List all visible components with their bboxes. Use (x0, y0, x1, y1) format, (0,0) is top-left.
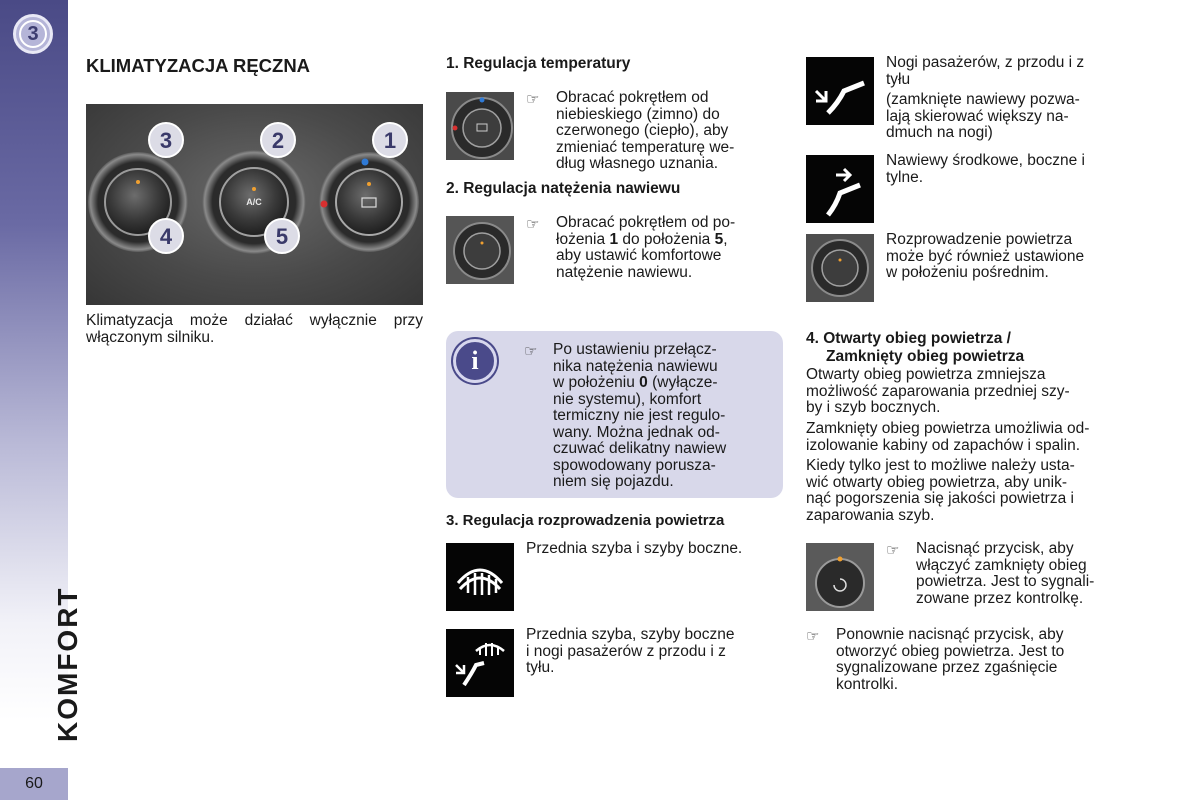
bullet: ☞ (526, 91, 540, 108)
fan-knob-thumb (446, 216, 514, 284)
face-vent-icon-svg (806, 155, 874, 223)
section4-step1: Nacisnąć przycisk, aby włączyć zamknięty obieg powietrza. Jest to sygnali- zowane przez kontrolkę. (916, 540, 1095, 607)
section4-heading: 4. Otwarty obieg powietrza / Zamknięty obieg powietrza (806, 330, 1025, 365)
mode3-note: (zamknięte nawiewy pozwa- lają skierować większy na- dmuch na nogi) (886, 91, 1080, 141)
section1-text: Obracać pokrętłem od niebieskiego (zimno) do czerwonego (ciepło), aby zmieniać temperaturę we- dług własnego uznania. (556, 89, 735, 172)
section4-step2: Ponownie nacisnąć przycisk, aby otworzyć obieg powietrza. Jest to sygnalizowane przez zgaśnięcie kontrolki. (836, 626, 1065, 693)
chapter-badge (13, 14, 53, 54)
info-text: Po ustawieniu przełącz- nika natężenia nawiewu w położeniu 0 (wyłącze- nie systemu), komfort termiczny nie jest regulo- wany. Można jednak od- czuwać delikatny nawiew spowodowany porusza- niem się pojazdu. (553, 341, 727, 490)
recirculation-button-thumb-svg (806, 543, 874, 611)
feet-vent-icon (806, 57, 874, 125)
control-panel-photo (86, 104, 423, 305)
callout-3: 3 (159, 128, 173, 153)
cold-marker (362, 159, 369, 166)
windscreen-demist-icon (446, 543, 514, 611)
mode3-text: Nogi pasażerów, z przodu i z tyłu (886, 54, 1085, 88)
temperature-knob-thumb-svg (446, 92, 514, 160)
info-icon: i (453, 339, 497, 383)
control-panel-illustration (86, 104, 423, 305)
mode5-text: Rozprowadzenie powietrza może być również ustawione w położeniu pośrednim. (886, 231, 1085, 281)
page-number: 60 (0, 768, 68, 800)
callout-5: 5 (275, 224, 289, 249)
ac-label: A/C (246, 197, 262, 207)
bullet: ☞ (886, 542, 900, 559)
mode4-text: Nawiewy środkowe, boczne i tylne. (886, 152, 1086, 186)
temperature-knob-thumb (446, 92, 514, 160)
section3-heading: 3. Regulacja rozprowadzenia powietrza (446, 512, 725, 529)
section2-text: Obracać pokrętłem od po- łożenia 1 do położenia 5, aby ustawić komfortowe natężenie nawiewu. (556, 214, 736, 281)
bullet: ☞ (526, 216, 540, 233)
section4-paragraph3: Kiedy tylko jest to możliwe należy usta- wić otwarty obieg powietrza, aby unik- nąć pogorszenia się jakości powietrza i zaparowania szyb. (806, 457, 1075, 524)
callout-1: 1 (383, 128, 397, 153)
mode2-text: Przednia szyba, szyby boczne i nogi pasażerów z przodu i z tyłu. (526, 626, 735, 676)
windscreen-demist-icon-svg (446, 543, 514, 611)
section2-heading: 2. Regulacja natężenia nawiewu (446, 180, 681, 197)
temperature-knob (336, 169, 402, 235)
fan-knob-thumb-svg (446, 216, 514, 284)
hot-marker (321, 201, 328, 208)
bullet: ☞ (806, 628, 820, 645)
face-vent-icon (806, 155, 874, 223)
section4-paragraph1: Otwarty obieg powietrza zmniejsza możliwość zaparowania przedniej szy- by i szyb bocznych. (806, 366, 1070, 416)
bullet: ☞ (524, 343, 538, 360)
section1-heading: 1. Regulacja temperatury (446, 55, 631, 72)
section4-paragraph2: Zamknięty obieg powietrza umożliwia od- izolowanie kabiny od zapachów i spalin. (806, 420, 1090, 454)
distribution-knob-thumb-svg (806, 234, 874, 302)
distribution-knob-thumb (806, 234, 874, 302)
section-label: KOMFORT (52, 586, 83, 742)
callout-4: 4 (159, 224, 173, 249)
windscreen-and-feet-icon-svg (446, 629, 514, 697)
mode1-text: Przednia szyba i szyby boczne. (526, 540, 743, 557)
intro-note: Klimatyzacja może działać wyłącznie przy włączonym silniku. (86, 312, 423, 346)
callout-2: 2 (271, 128, 285, 153)
page-title: KLIMATYZACJA RĘCZNA (86, 55, 311, 76)
windscreen-and-feet-icon (446, 629, 514, 697)
recirculation-button-thumb (806, 543, 874, 611)
feet-vent-icon-svg (806, 57, 874, 125)
chapter-number: 3 (27, 22, 39, 45)
